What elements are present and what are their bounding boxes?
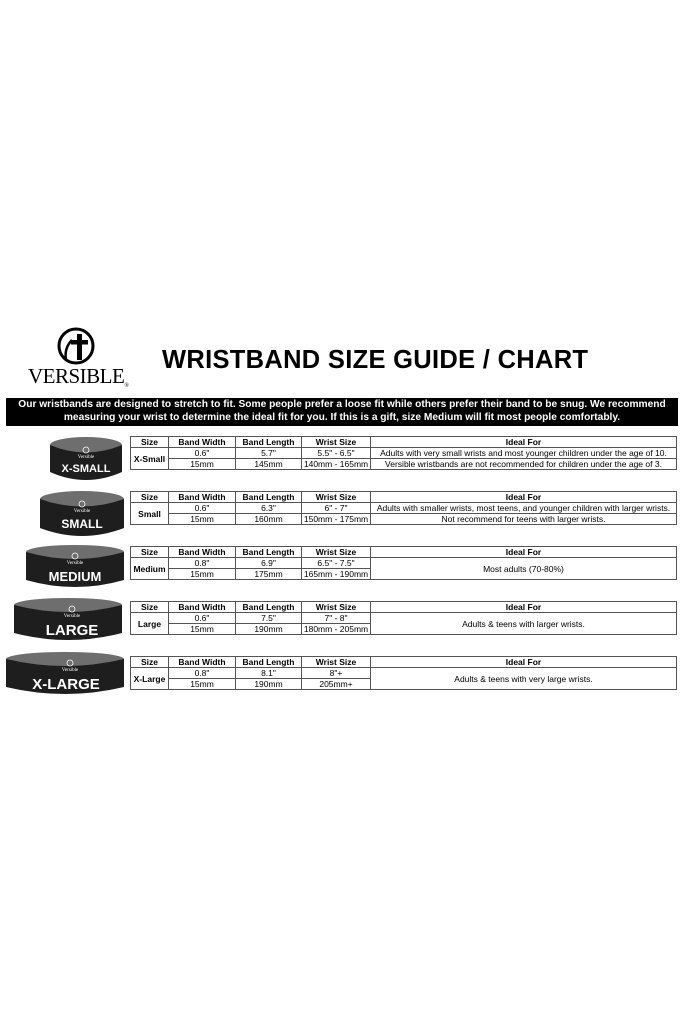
col-header-wrist-size: Wrist Size (302, 657, 371, 668)
band-image-x-small (48, 436, 124, 486)
ideal-for-line-1: Adults with smaller wrists, most teens, and younger children with larger wrists. (371, 503, 677, 514)
wrist-size-in: 8"+ (302, 668, 371, 679)
ideal-for: Adults & teens with very large wrists. (371, 668, 677, 690)
col-header-size: Size (131, 602, 169, 613)
info-banner (6, 398, 678, 426)
col-header-band-width: Band Width (169, 657, 236, 668)
size-name: X-Large (131, 668, 169, 690)
band-width-in: 0.8" (169, 558, 236, 569)
band-brand-x-small: Versible (77, 455, 95, 460)
col-header-ideal-for: Ideal For (371, 492, 677, 503)
band-length-mm: 190mm (236, 679, 302, 690)
band-label-medium: MEDIUM (48, 569, 102, 584)
brand-name: VERSIBLE® (28, 364, 129, 389)
band-brand-small: Versible (73, 509, 91, 514)
col-header-band-length: Band Length (236, 437, 302, 448)
table-row (131, 613, 677, 624)
size-name: Small (131, 503, 169, 525)
col-header-size: Size (131, 547, 169, 558)
col-header-band-width: Band Width (169, 602, 236, 613)
band-length-mm: 160mm (236, 514, 302, 525)
wrist-size-mm: 180mm - 205mm (302, 624, 371, 635)
band-image-x-large (4, 651, 126, 699)
band-brand-medium: Versible (66, 561, 84, 566)
band-width-mm: 15mm (169, 514, 236, 525)
band-length-in: 5.7" (236, 448, 302, 459)
ideal-for: Most adults (70-80%) (371, 558, 677, 580)
ideal-for-line-2: Versible wristbands are not recommended for children under the age of 3. (371, 459, 677, 470)
size-table-x-large (130, 656, 677, 690)
size-table-small (130, 491, 677, 525)
table-row (131, 514, 677, 525)
col-header-ideal-for: Ideal For (371, 437, 677, 448)
band-image-medium (24, 544, 126, 592)
table-row (131, 459, 677, 470)
cross-circle-icon (56, 326, 96, 366)
wrist-size-mm: 165mm - 190mm (302, 569, 371, 580)
ideal-for-line-2: Not recommend for teens with larger wrists. (371, 514, 677, 525)
wrist-size-in: 6" - 7" (302, 503, 371, 514)
band-length-in: 6.3" (236, 503, 302, 514)
table-header-row (131, 657, 677, 668)
wrist-size-mm: 140mm - 165mm (302, 459, 371, 470)
wrist-size-in: 6.5" - 7.5" (302, 558, 371, 569)
col-header-band-length: Band Length (236, 657, 302, 668)
band-length-mm: 145mm (236, 459, 302, 470)
col-header-band-length: Band Length (236, 547, 302, 558)
col-header-wrist-size: Wrist Size (302, 437, 371, 448)
band-width-in: 0.6" (169, 613, 236, 624)
wrist-size-mm: 205mm+ (302, 679, 371, 690)
wrist-size-in: 5.5" - 6.5" (302, 448, 371, 459)
wrist-size-in: 7" - 8" (302, 613, 371, 624)
col-header-size: Size (131, 437, 169, 448)
band-image-large (12, 597, 124, 645)
table-header-row (131, 437, 677, 448)
col-header-wrist-size: Wrist Size (302, 602, 371, 613)
col-header-wrist-size: Wrist Size (302, 492, 371, 503)
band-brand-x-large: Versible (61, 668, 79, 673)
col-header-band-length: Band Length (236, 492, 302, 503)
band-width-mm: 15mm (169, 624, 236, 635)
table-header-row (131, 602, 677, 613)
band-width-mm: 15mm (169, 679, 236, 690)
band-width-in: 0.6" (169, 503, 236, 514)
band-length-mm: 175mm (236, 569, 302, 580)
band-brand-large: Versible (63, 614, 81, 619)
size-table-large (130, 601, 677, 635)
table-row (131, 448, 677, 459)
wrist-size-mm: 150mm - 175mm (302, 514, 371, 525)
band-length-in: 8.1" (236, 668, 302, 679)
banner-line-1: Our wristbands are designed to stretch to fit. Some people prefer a loose fit while others prefer their band to be snug. We recommend (18, 399, 666, 410)
col-header-wrist-size: Wrist Size (302, 547, 371, 558)
size-name: X-Small (131, 448, 169, 470)
table-header-row (131, 547, 677, 558)
size-table-medium (130, 546, 677, 580)
col-header-ideal-for: Ideal For (371, 657, 677, 668)
col-header-band-width: Band Width (169, 437, 236, 448)
band-width-in: 0.8" (169, 668, 236, 679)
col-header-band-width: Band Width (169, 547, 236, 558)
col-header-band-length: Band Length (236, 602, 302, 613)
size-name: Large (131, 613, 169, 635)
table-row (131, 503, 677, 514)
table-row (131, 668, 677, 679)
col-header-size: Size (131, 657, 169, 668)
band-label-large: LARGE (45, 622, 99, 639)
band-label-x-small: X-SMALL (61, 463, 111, 475)
ideal-for: Adults & teens with larger wrists. (371, 613, 677, 635)
size-name: Medium (131, 558, 169, 580)
col-header-ideal-for: Ideal For (371, 602, 677, 613)
table-row (131, 558, 677, 569)
band-width-in: 0.6" (169, 448, 236, 459)
ideal-for-line-1: Adults with very small wrists and most younger children under the age of 10. (371, 448, 677, 459)
band-label-small: SMALL (61, 517, 103, 531)
band-width-mm: 15mm (169, 569, 236, 580)
page-title: WRISTBAND SIZE GUIDE / CHART (162, 346, 589, 374)
brand-logo (28, 326, 129, 389)
col-header-ideal-for: Ideal For (371, 547, 677, 558)
band-length-in: 6.9" (236, 558, 302, 569)
band-label-x-large: X-LARGE (32, 676, 100, 693)
col-header-size: Size (131, 492, 169, 503)
table-header-row (131, 492, 677, 503)
col-header-band-width: Band Width (169, 492, 236, 503)
band-image-small (38, 490, 126, 542)
size-table-x-small (130, 436, 677, 470)
banner-line-2: measuring your wrist to determine the ideal fit for you. If this is a gift, size Medium will fit most people comfortably. (63, 411, 621, 423)
band-width-mm: 15mm (169, 459, 236, 470)
band-length-mm: 190mm (236, 624, 302, 635)
band-length-in: 7.5" (236, 613, 302, 624)
